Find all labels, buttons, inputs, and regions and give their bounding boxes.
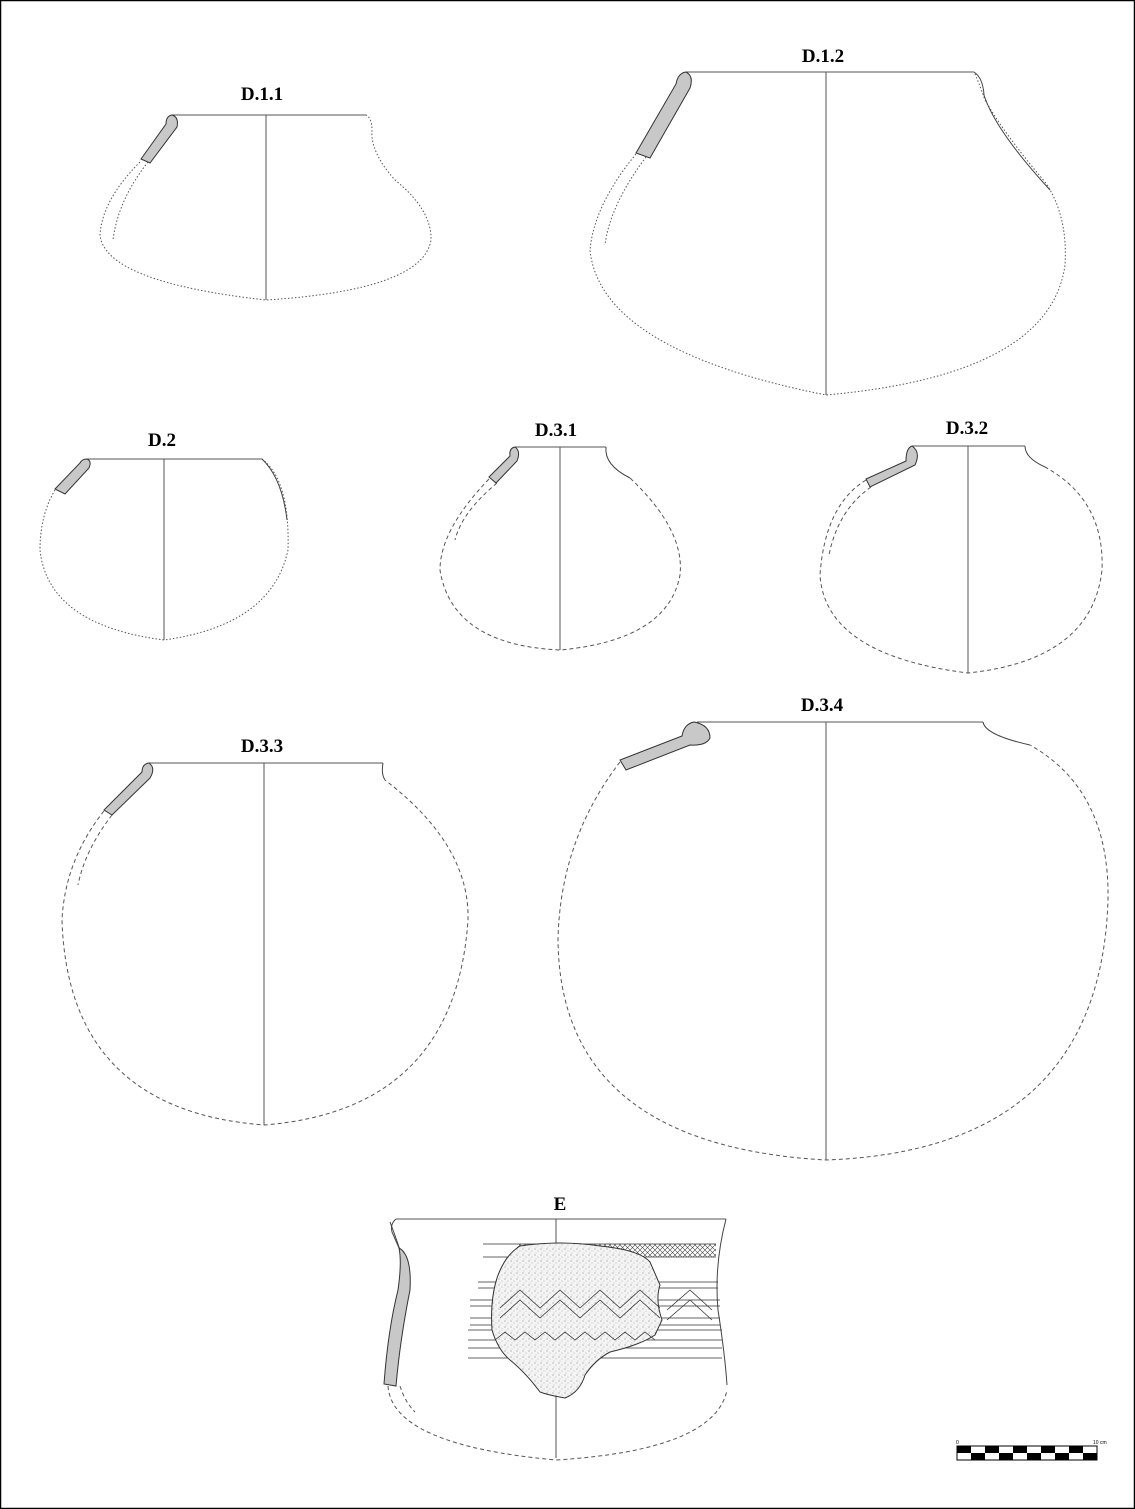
scale-cell <box>1055 1453 1069 1460</box>
scale-cell <box>1083 1446 1097 1453</box>
inner-profile <box>605 157 646 245</box>
vessel-d-3-3 <box>62 736 468 1125</box>
inner-profile <box>78 815 112 885</box>
inner-profile <box>400 1386 415 1412</box>
vessel-label: D.3.3 <box>240 736 284 757</box>
inner-profile <box>829 487 871 555</box>
scale-cell <box>1041 1446 1055 1453</box>
scale-cell <box>985 1453 999 1460</box>
scale-cell <box>1083 1453 1097 1460</box>
profile-outer-upper <box>382 763 385 780</box>
vessel-label: D.3.2 <box>945 418 989 439</box>
vessel-label: D.3.1 <box>534 420 578 441</box>
rim-section <box>104 763 153 815</box>
wall-section <box>384 1248 410 1386</box>
vessel-d-2 <box>40 430 288 640</box>
scale-cell <box>985 1446 999 1453</box>
scale-cell <box>971 1446 985 1453</box>
profile-outer-upper <box>1025 446 1045 467</box>
scale-bar <box>956 1440 1107 1460</box>
scale-cell <box>1013 1446 1027 1453</box>
profile-right-outer <box>717 1219 727 1385</box>
rim-section <box>636 72 691 158</box>
profile-outer-upper <box>262 459 287 520</box>
inner-profile <box>113 162 148 240</box>
profile-outer-upper <box>606 447 630 478</box>
profile-restored <box>388 1386 727 1460</box>
scale-end-label: 10 cm <box>1093 1440 1107 1446</box>
scale-cell <box>1013 1453 1027 1460</box>
scale-cell <box>1041 1453 1055 1460</box>
profile-restored <box>62 780 468 1125</box>
sherd-fragment <box>492 1243 662 1398</box>
scale-cell <box>1069 1446 1083 1453</box>
profile-outer-upper <box>974 72 1050 190</box>
vessel-label: D.1.2 <box>801 46 845 67</box>
scale-cell <box>1027 1453 1041 1460</box>
scale-cell <box>1027 1446 1041 1453</box>
profile-outer-upper <box>983 722 1030 745</box>
rim-section <box>55 459 90 494</box>
profile-restored <box>558 745 1108 1160</box>
scale-cell <box>971 1453 985 1460</box>
inner-profile <box>455 483 497 540</box>
scale-checker <box>957 1446 1097 1460</box>
rim-section <box>489 447 519 483</box>
vessel-e <box>384 1194 727 1460</box>
scale-cell <box>1055 1446 1069 1453</box>
scale-cell <box>999 1446 1013 1453</box>
vessel-d-3-4 <box>558 695 1108 1160</box>
profile-restored <box>820 467 1102 673</box>
vessel-d-3-2 <box>820 418 1102 673</box>
vessel-label: D.2 <box>148 430 176 451</box>
rim-section <box>141 115 177 163</box>
vessel-label: E <box>553 1194 567 1215</box>
vessel-label: D.3.4 <box>800 695 844 716</box>
scale-start-label: 0 <box>956 1440 959 1446</box>
vessel-d-1-1 <box>100 84 431 300</box>
vessel-d-1-2 <box>590 46 1065 395</box>
scale-cell <box>957 1446 971 1453</box>
vessel-label: D.1.1 <box>240 84 284 105</box>
rim-section <box>866 446 917 487</box>
vessel-d-3-1 <box>440 420 680 650</box>
rim-section <box>620 722 710 770</box>
scale-cell <box>999 1453 1013 1460</box>
scale-cell <box>957 1453 971 1460</box>
scale-cell <box>1069 1453 1083 1460</box>
